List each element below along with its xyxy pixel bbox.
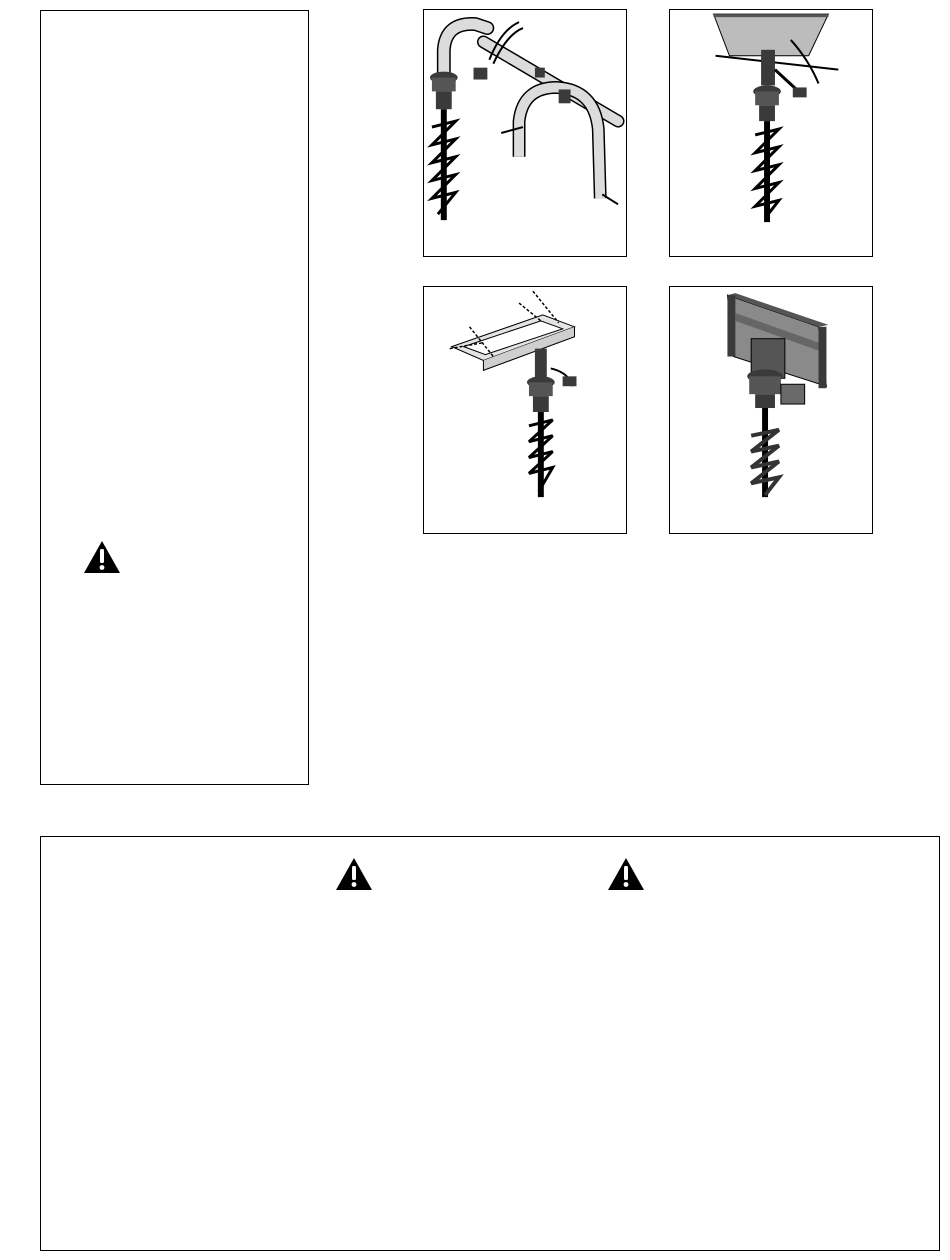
- auger-skid-steer-plate-illustration: [669, 286, 873, 534]
- auger-bucket-mount-illustration: [669, 9, 873, 257]
- warning-triangle-icon: [607, 857, 645, 891]
- safety-warning-panel: [40, 836, 940, 1251]
- left-info-panel: [40, 10, 309, 785]
- warning-triangle-icon: [83, 540, 121, 574]
- warning-triangle-icon: [335, 857, 373, 891]
- auger-3-point-hitch-boom-illustration: [423, 9, 627, 257]
- auger-frame-mount-illustration: [423, 286, 627, 534]
